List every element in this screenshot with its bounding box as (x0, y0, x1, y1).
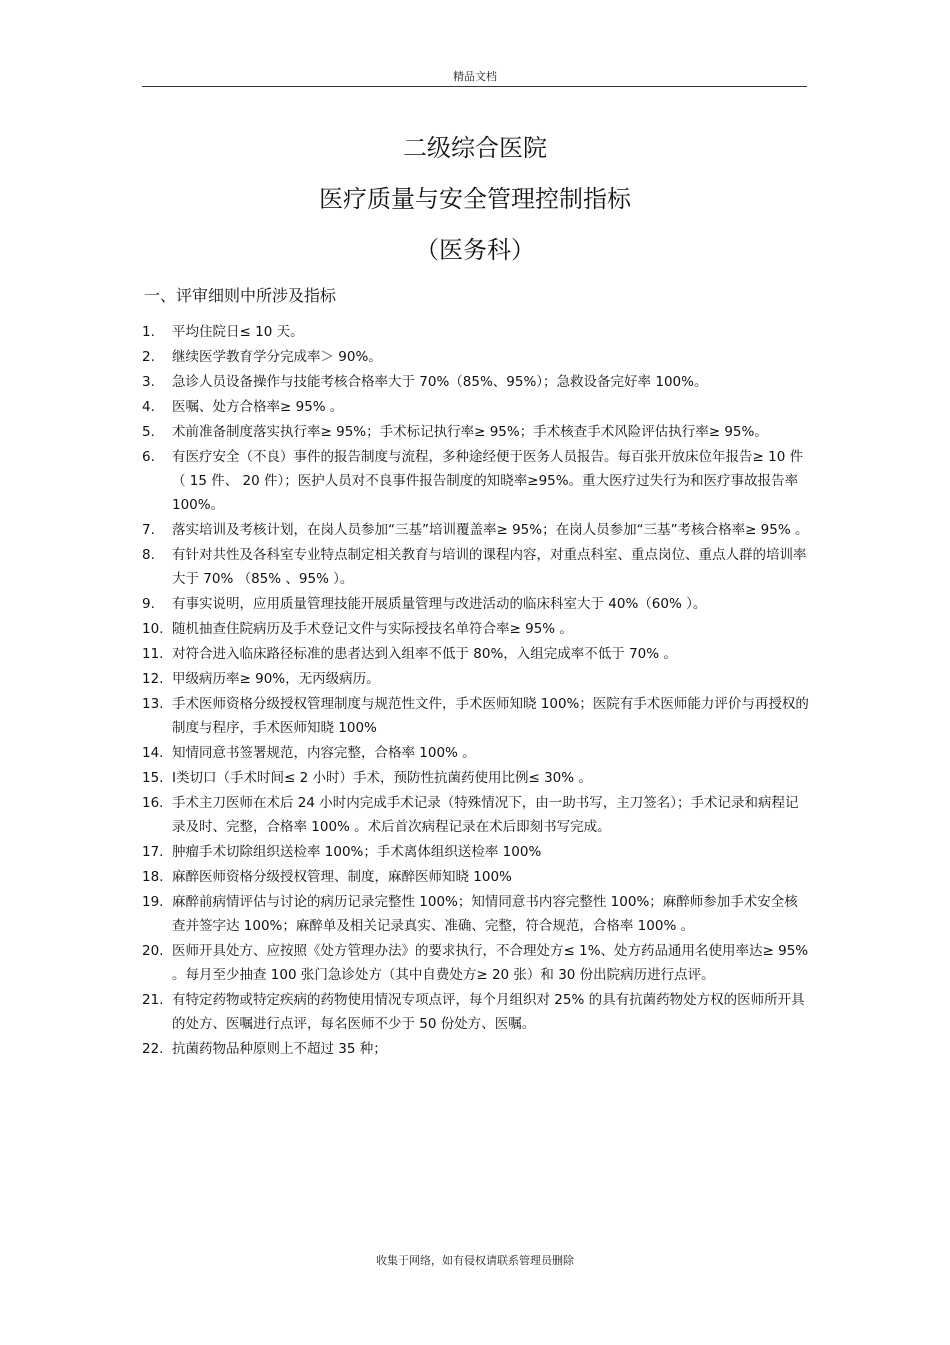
indicator-item (142, 741, 810, 765)
indicator-item (142, 791, 810, 839)
document-title-line1: 二级综合医院 (403, 134, 547, 162)
indicator-item (142, 890, 810, 938)
item-number: 18. (142, 869, 164, 885)
item-text: 麻醉医师资格分级授权管理、制度，麻醉医师知晓 100% (172, 869, 512, 885)
header-divider (142, 86, 807, 87)
indicator-item (142, 988, 810, 1036)
item-text: 抗菌药物品种原则上不超过 35 种； (172, 1041, 387, 1057)
item-text: 继续医学教育学分完成率＞ 90%。 (172, 349, 382, 365)
item-text: 手术主刀医师在术后 24 小时内完成手术记录（特殊情况下，由一助书写，主刀签名）；手术记录和病程记录及时、完整，合格率 100% 。术后首次病程记录在术后即刻书写完成。 (172, 795, 799, 835)
item-number: 14. (142, 745, 164, 761)
item-number: 21. (142, 992, 164, 1008)
item-text: 对符合进入临床路径标准的患者达到入组率不低于 80%，入组完成率不低于 70% 。 (172, 646, 677, 662)
item-text: 随机抽查住院病历及手术登记文件与实际授技名单符合率≥ 95% 。 (172, 621, 573, 637)
item-number: 2. (142, 349, 155, 365)
item-text: 甲级病历率≥ 90%，无丙级病历。 (172, 671, 380, 687)
indicator-list (142, 320, 810, 1062)
indicator-item (142, 370, 810, 394)
item-text: 知情同意书签署规范，内容完整，合格率 100% 。 (172, 745, 476, 761)
item-number: 22. (142, 1041, 164, 1057)
item-number: 7. (142, 522, 155, 538)
page-footer-text: 收集于网络，如有侵权请联系管理员删除 (376, 1254, 574, 1267)
indicator-item (142, 420, 810, 444)
item-number: 13. (142, 696, 164, 712)
indicator-item (142, 1037, 810, 1061)
indicator-item (142, 592, 810, 616)
item-text: 手术医师资格分级授权管理制度与规范性文件，手术医师知晓 100%；医院有手术医师能力评价与再授权的制度与程序，手术医师知晓 100% (172, 696, 809, 736)
page-header-text: 精品文档 (453, 70, 497, 83)
item-number: 5. (142, 424, 155, 440)
item-number: 16. (142, 795, 164, 811)
indicator-item (142, 840, 810, 864)
item-number: 4. (142, 399, 155, 415)
item-number: 8. (142, 547, 155, 563)
item-text: 有针对共性及各科室专业特点制定相关教育与培训的课程内容，对重点科室、重点岗位、重点人群的培训率大于 70% （85% 、95% ）。 (172, 547, 807, 587)
indicator-item (142, 445, 810, 517)
item-text: 肿瘤手术切除组织送检率 100%；手术离体组织送检率 100% (172, 844, 542, 860)
indicator-item (142, 766, 810, 790)
indicator-item (142, 320, 810, 344)
section-heading: 一、评审细则中所涉及指标 (144, 286, 337, 305)
item-number: 11. (142, 646, 164, 662)
item-number: 6. (142, 449, 155, 465)
indicator-item (142, 642, 810, 666)
item-text: 医师开具处方、应按照《处方管理办法》的要求执行，不合理处方≤ 1%、处方药品通用名使用率达≥ 95% 。每月至少抽查 100 张门急诊处方（其中自费处方≥ 20 张）和 30 份出院病历进行点评。 (172, 943, 809, 983)
document-title-line3: （医务科） (415, 236, 535, 264)
item-text: 术前准备制度落实执行率≥ 95%；手术标记执行率≥ 95%；手术核查手术风险评估执行率≥ 95%。 (172, 424, 768, 440)
item-text: 落实培训及考核计划，在岗人员参加“三基”培训覆盖率≥ 95%；在岗人员参加“三基”考核合格率≥ 95% 。 (172, 522, 809, 538)
indicator-item (142, 543, 810, 591)
item-number: 19. (142, 894, 164, 910)
indicator-item (142, 865, 810, 889)
item-text: 有特定药物或特定疾病的药物使用情况专项点评，每个月组织对 25% 的具有抗菌药物处方权的医师所开具的处方、医嘱进行点评，每名医师不少于 50 份处方、医嘱。 (172, 992, 805, 1032)
item-number: 15. (142, 770, 164, 786)
item-number: 10. (142, 621, 164, 637)
item-text: 麻醉前病情评估与讨论的病历记录完整性 100%；知情同意书内容完整性 100%；麻醉师参加手术安全核查并签字达 100%；麻醉单及相关记录真实、准确、完整，符合规范，合格率 100% 。 (172, 894, 798, 934)
item-text: 有事实说明，应用质量管理技能开展质量管理与改进活动的临床科室大于 40%（60% ）。 (172, 596, 707, 612)
indicator-item (142, 395, 810, 419)
document-title-line2: 医疗质量与安全管理控制指标 (319, 185, 631, 213)
item-number: 1. (142, 324, 155, 340)
indicator-item (142, 345, 810, 369)
indicator-item (142, 692, 810, 740)
item-text: 平均住院日≤ 10 天。 (172, 324, 304, 340)
item-number: 9. (142, 596, 155, 612)
item-text: 急诊人员设备操作与技能考核合格率大于 70%（85%、95%）；急救设备完好率 100%。 (172, 374, 708, 390)
indicator-item (142, 518, 810, 542)
indicator-item (142, 939, 810, 987)
item-number: 17. (142, 844, 164, 860)
indicator-item (142, 617, 810, 641)
item-number: 12. (142, 671, 164, 687)
item-number: 3. (142, 374, 155, 390)
indicator-item (142, 667, 810, 691)
item-number: 20. (142, 943, 164, 959)
item-text: 有医疗安全（不良）事件的报告制度与流程，多种途经便于医务人员报告。每百张开放床位年报告≥ 10 件（ 15 件、 20 件）；医护人员对不良事件报告制度的知晓率≥95%。重大医疗过失行为和医疗事故报告率 100%。 (172, 449, 804, 513)
item-text: 医嘱、处方合格率≥ 95% 。 (172, 399, 344, 415)
item-text: Ⅰ类切口（手术时间≤ 2 小时）手术，预防性抗菌药使用比例≤ 30% 。 (172, 770, 592, 786)
